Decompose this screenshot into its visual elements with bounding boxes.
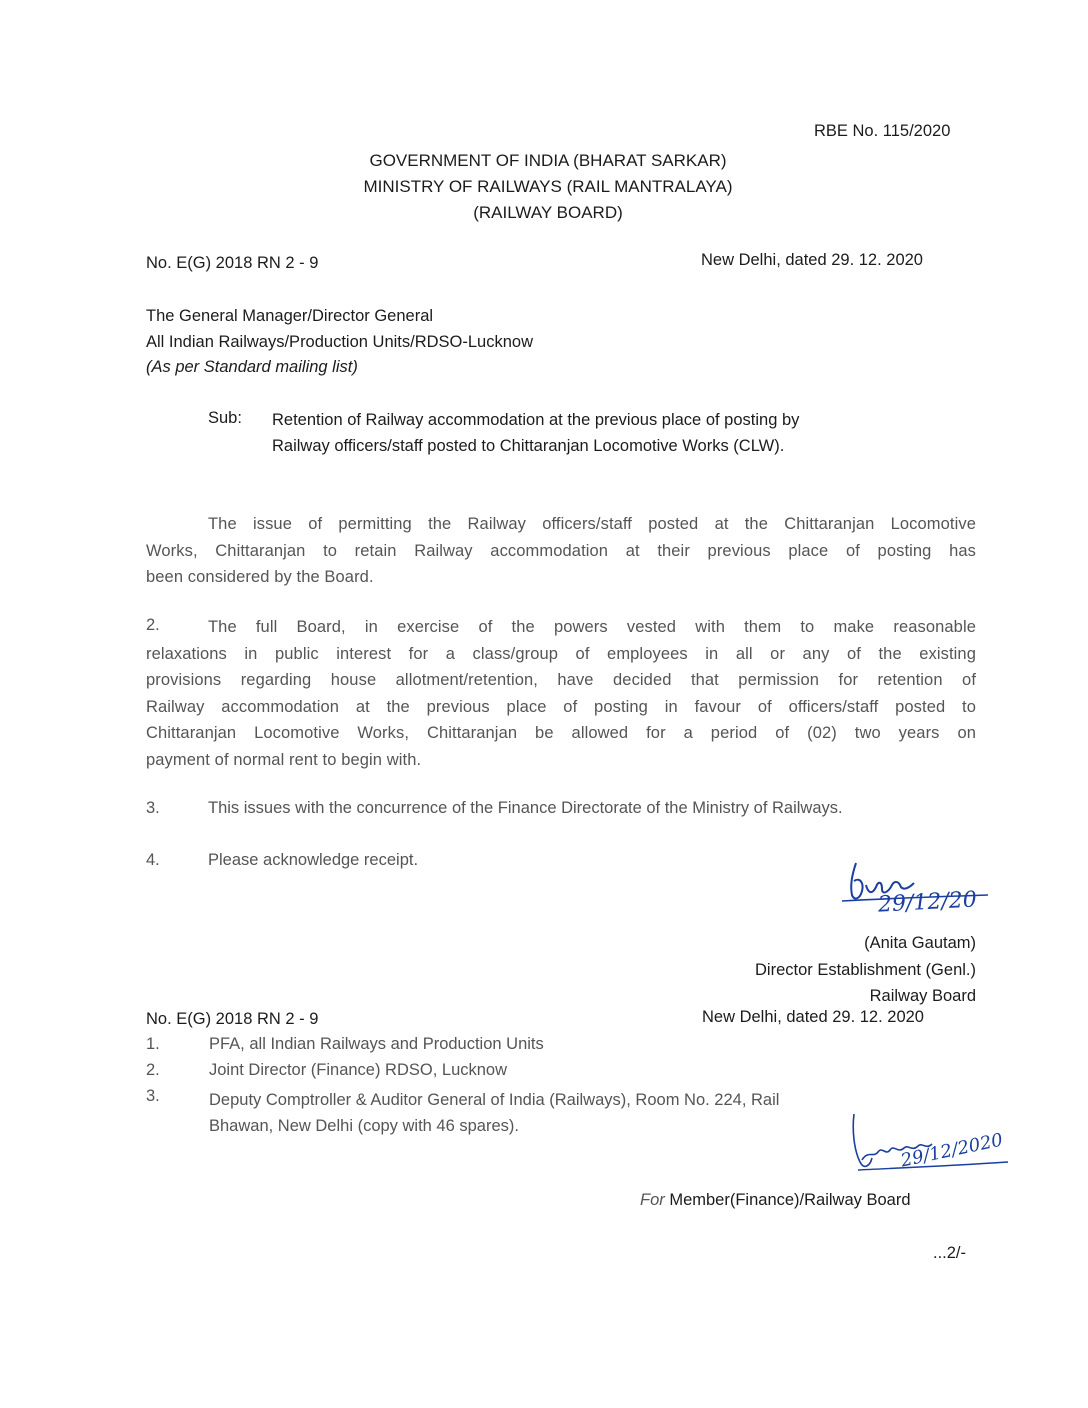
header-ministry: MINISTRY OF RAILWAYS (RAIL MANTRALAYA) bbox=[363, 177, 733, 196]
signatory-name: (Anita Gautam) bbox=[864, 934, 976, 952]
paragraph-2-line-5: Chittaranjan Locomotive Works, Chittaranjan be allowed for a period of (02) two years on bbox=[146, 724, 976, 742]
paragraph-4-text: Please acknowledge receipt. bbox=[208, 851, 419, 869]
copy-item-2-text: Joint Director (Finance) RDSO, Lucknow bbox=[209, 1061, 508, 1079]
addressee-line-2: All Indian Railways/Production Units/RDSO-Lucknow bbox=[146, 332, 533, 351]
copy-item-1-number: 1. bbox=[146, 1035, 160, 1053]
paragraph-1-line-1: The issue of permitting the Railway officers/staff posted at the Chittaranjan Locomotive bbox=[208, 515, 976, 533]
page-continuation: ...2/- bbox=[933, 1244, 967, 1262]
subject-text bbox=[272, 407, 799, 459]
letter-number: No. E(G) 2018 RN 2 - 9 bbox=[146, 254, 319, 272]
addressee-line-1: The General Manager/Director General bbox=[146, 307, 434, 325]
reference-number: RBE No. 115/2020 bbox=[814, 122, 951, 140]
copy-item-3-line-1: Deputy Comptroller & Auditor General of India (Railways), Room No. 224, Rail bbox=[209, 1091, 780, 1109]
paragraph-3-number: 3. bbox=[146, 799, 160, 817]
addressee-block bbox=[146, 304, 533, 381]
paragraph-2-number: 2. bbox=[146, 616, 160, 634]
paragraph-3-text: This issues with the concurrence of the Finance Directorate of the Ministry of Railways. bbox=[208, 799, 843, 817]
paragraph-1 bbox=[146, 511, 976, 591]
for-office-line bbox=[640, 1191, 911, 1210]
signatory-designation: Director Establishment (Genl.) bbox=[755, 960, 976, 979]
subject-line-1: Retention of Railway accommodation at the previous place of posting by bbox=[272, 411, 800, 429]
signature-date-director: 29/12/20 bbox=[877, 887, 978, 918]
addressee-line-3: (As per Standard mailing list) bbox=[146, 358, 358, 376]
subject-line-2: Railway officers/staff posted to Chittaranjan Locomotive Works (CLW). bbox=[272, 437, 785, 455]
signatory-block bbox=[600, 930, 976, 1010]
for-prefix: For bbox=[640, 1191, 665, 1209]
header-board: (RAILWAY BOARD) bbox=[473, 203, 623, 222]
copy-item-2-number: 2. bbox=[146, 1061, 160, 1079]
subject-label: Sub: bbox=[208, 409, 242, 427]
paragraph-2 bbox=[146, 614, 976, 773]
paragraph-2-line-2: relaxations in public interest for a class/group of employees in all or any of the existing bbox=[146, 644, 976, 663]
letter-date: New Delhi, dated 29. 12. 2020 bbox=[701, 251, 923, 269]
paragraph-1-line-2: Works, Chittaranjan to retain Railway accommodation at their previous place of posting has bbox=[146, 541, 976, 560]
header-block bbox=[300, 148, 796, 226]
copy-letter-number: No. E(G) 2018 RN 2 - 9 bbox=[146, 1010, 319, 1028]
copy-letter-date: New Delhi, dated 29. 12. 2020 bbox=[702, 1008, 924, 1026]
paragraph-2-line-1: The full Board, in exercise of the powers vested with them to make reasonable bbox=[208, 618, 976, 636]
paragraph-2-line-3: provisions regarding house allotment/retention, have decided that permission for retention of bbox=[146, 671, 976, 689]
header-government: GOVERNMENT OF INDIA (BHARAT SARKAR) bbox=[369, 151, 727, 170]
signature-date-finance: 29/12/2020 bbox=[898, 1129, 1005, 1172]
signatory-office: Railway Board bbox=[869, 987, 976, 1005]
for-office: Member(Finance)/Railway Board bbox=[669, 1191, 911, 1209]
copy-item-3-line-2: Bhawan, New Delhi (copy with 46 spares). bbox=[209, 1117, 519, 1135]
paragraph-4-number: 4. bbox=[146, 851, 160, 869]
paragraph-2-line-6: payment of normal rent to begin with. bbox=[146, 750, 422, 769]
paragraph-2-line-4: Railway accommodation at the previous place of posting in favour of officers/staff posted to bbox=[146, 697, 976, 716]
copy-item-1-text: PFA, all Indian Railways and Production Units bbox=[209, 1035, 544, 1053]
copy-item-3-number: 3. bbox=[146, 1087, 160, 1105]
copy-item-3-text bbox=[209, 1087, 779, 1139]
paragraph-1-line-3: been considered by the Board. bbox=[146, 568, 374, 586]
